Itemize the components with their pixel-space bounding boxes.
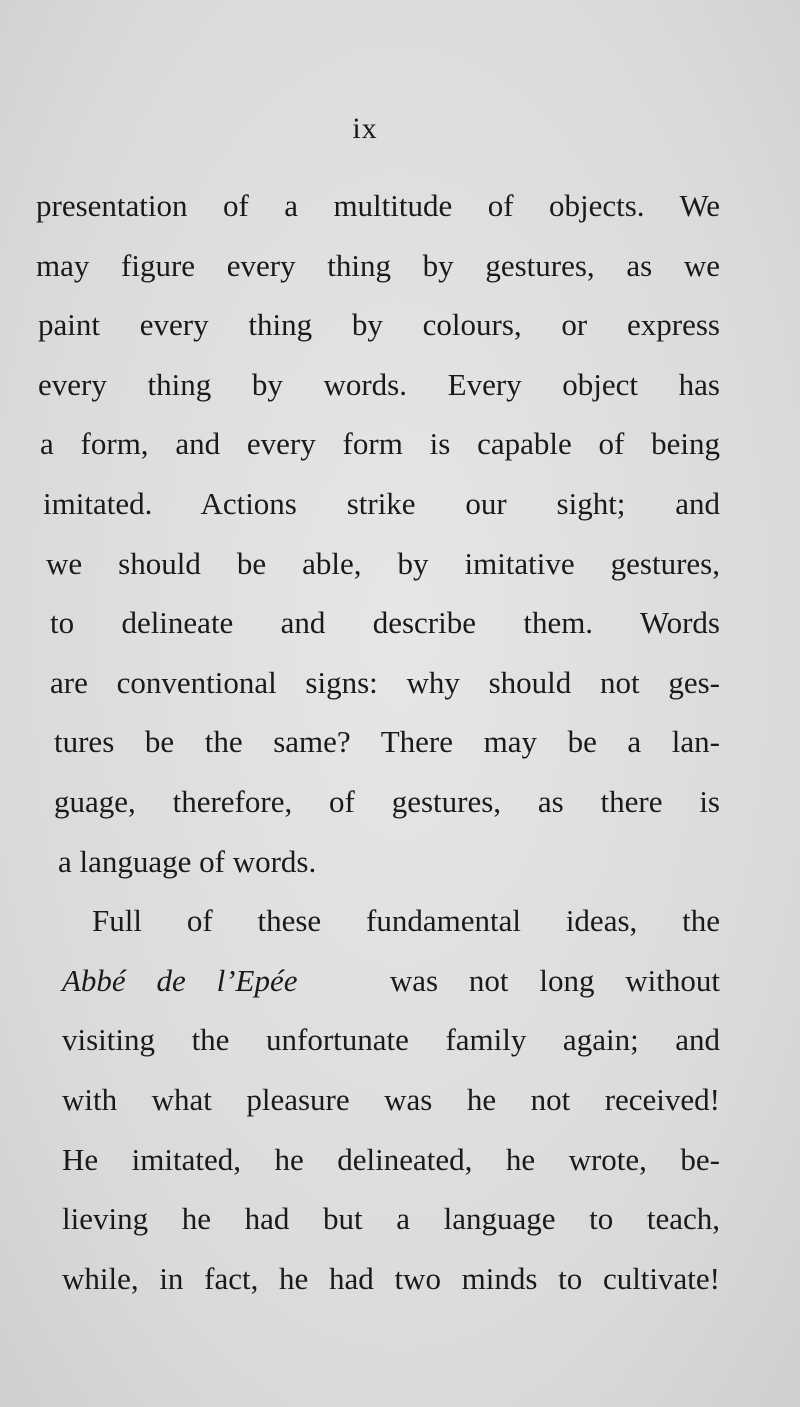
body-text <box>36 176 720 1308</box>
text-line: He imitated, he delineated, he wrote, be- <box>62 1141 720 1177</box>
text-line: are conventional signs: why should not ges- <box>50 664 720 700</box>
text-line: presentation of a multitude of objects. We <box>36 188 720 223</box>
text-line: a form, and every form is capable of being <box>40 426 720 462</box>
text-line: paint every thing by colours, or express <box>38 307 720 343</box>
text-line: may figure every thing by gestures, as we <box>36 247 720 283</box>
page-number: ix <box>352 112 378 145</box>
text-line: imitated. Actions strike our sight; and <box>43 485 720 521</box>
text-line: visiting the unfortunate family again; and <box>62 1022 720 1058</box>
text-line: lieving he had but a language to teach, <box>62 1201 720 1237</box>
text-line: tures be the same? There may be a lan- <box>54 724 720 760</box>
paragraph-start-line: Full of these fundamental ideas, the <box>92 903 720 939</box>
text-line: guage, therefore, of gestures, as there is <box>54 783 720 819</box>
text-line: to delineate and describe them. Words <box>50 605 720 641</box>
text-line-with-italic <box>36 951 720 1011</box>
text-line: we should be able, by imitative gestures, <box>46 545 720 581</box>
text-line: while, in fact, he had two minds to cultivate! <box>62 1260 720 1296</box>
text-line: every thing by words. Every object has <box>38 366 720 402</box>
text-line: a language of words. <box>58 843 317 879</box>
italic-name: Abbé de l’Epée <box>62 962 298 998</box>
text-line: with what pleasure was he not received! <box>62 1081 720 1117</box>
text-fragment: was not long without <box>389 962 720 998</box>
